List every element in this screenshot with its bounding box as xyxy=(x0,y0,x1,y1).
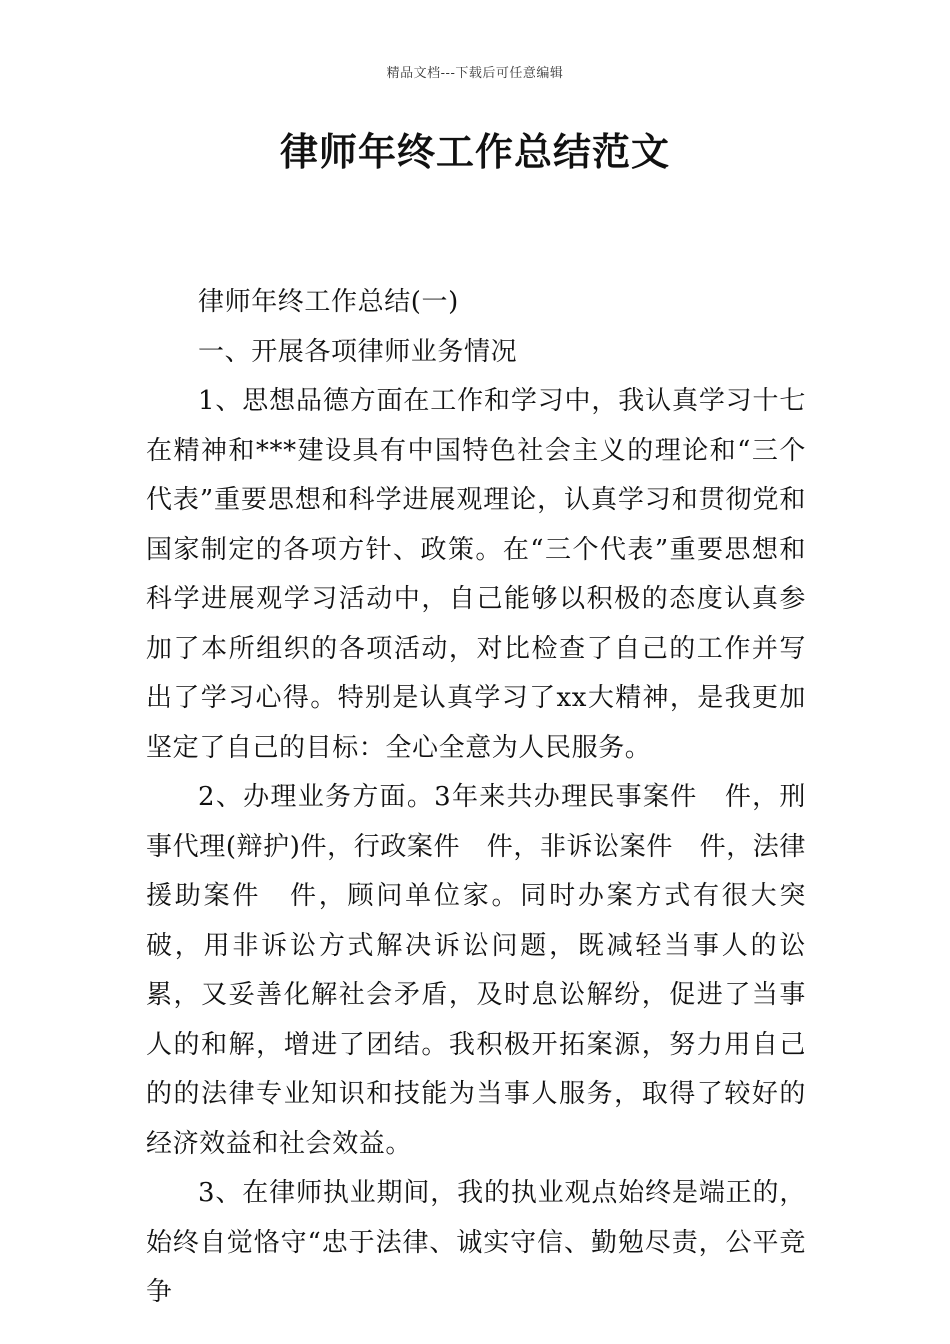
document-title: 律师年终工作总结范文 xyxy=(279,130,670,174)
subsection-heading: 一、开展各项律师业务情况 xyxy=(198,336,518,367)
body-paragraph: 1、思想品德方面在工作和学习中，我认真学习十七在精神和***建设具有中国特色社会主义的理论和“三个代表”重要思想和科学进展观理论，认真学习和贯彻党和国家制定的各项方针、政策。在“三个代表”重要思想和科学进展观学习活动中，自己能够以积极的态度认真参加了本所组织的各项活动，对比检查了自己的工作并写出了学习心得。特别是认真学习了xx大精神，是我更加坚定了自己的目标：全心全意为人民服务。 xyxy=(146,386,806,763)
document-body xyxy=(146,278,806,1318)
header-note: 精品文档---下载后可任意编辑 xyxy=(386,66,564,81)
body-paragraph: 3、在律师执业期间，我的执业观点始终是端正的，始终自觉恪守“忠于法律、诚实守信、勤勉尽责，公平竞争 xyxy=(146,1178,806,1307)
body-paragraph: 2、办理业务方面。3年来共办理民事案件 件，刑事代理(辩护)件，行政案件 件，非诉讼案件 件，法律援助案件 件，顾问单位家。同时办案方式有很大突破，用非诉讼方式解决诉讼问题，既减轻当事人的讼累，又妥善化解社会矛盾，及时息讼解纷，促进了当事人的和解，增进了团结。我积极开拓案源，努力用自己的的法律专业知识和技能为当事人服务，取得了较好的经济效益和社会效益。 xyxy=(146,782,806,1159)
section-heading: 律师年终工作总结(一) xyxy=(198,287,459,317)
